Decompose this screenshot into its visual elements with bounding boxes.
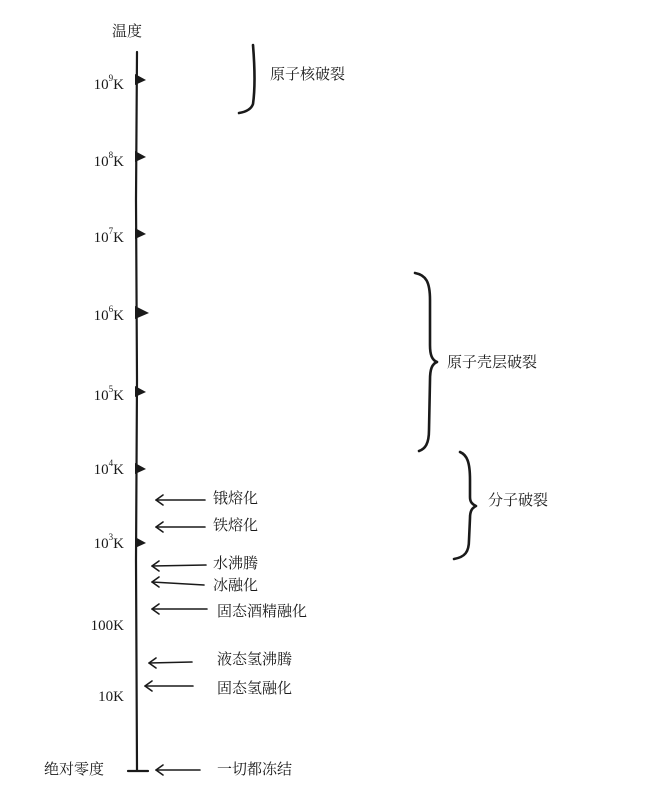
event-label-alcohol: 固态酒精融化 [217, 602, 308, 620]
arrow-osmium [156, 495, 205, 505]
tick-marker [135, 463, 146, 474]
arrow-water [152, 561, 206, 571]
event-label-liquid-hydrogen: 液态氢沸腾 [217, 650, 293, 668]
range-label-molecular: 分子破裂 [488, 491, 549, 509]
tick-marker [135, 151, 146, 162]
scale-label-1e3: $10^3K$ [93, 532, 124, 552]
bracket-atomic-shell [415, 273, 437, 451]
scale-label-1e4: $10^4K$ [93, 458, 124, 478]
arrow-ice [152, 577, 204, 587]
event-label-water: 水沸腾 [213, 554, 259, 572]
tick-marker [135, 537, 146, 548]
scale-label-1e9: $10^9K$ [93, 73, 124, 93]
event-label-absolute-zero: 一切都冻结 [217, 760, 293, 778]
scale-label-1e6: $10^6K$ [93, 304, 124, 324]
arrow-alcohol [152, 604, 207, 614]
range-label-nuclear: 原子核破裂 [270, 65, 346, 83]
scale-label-1e8: $10^8K$ [93, 150, 124, 170]
event-label-osmium: 锇熔化 [213, 489, 259, 507]
bracket-nuclear [239, 45, 255, 113]
scale-label-10: 10K [98, 689, 124, 705]
bracket-molecular [454, 452, 476, 559]
tick-marker [135, 74, 146, 85]
diagram-title: 温度 [112, 22, 143, 40]
arrow-liquid-hydrogen [149, 658, 192, 668]
scale-label-absolute-zero: 绝对零度 [44, 760, 105, 778]
event-label-iron: 铁熔化 [213, 516, 259, 534]
scale-label-1e5: $10^5K$ [93, 384, 124, 404]
event-label-solid-hydrogen: 固态氢融化 [217, 679, 293, 697]
tick-marker [135, 228, 146, 239]
tick-marker [135, 386, 146, 397]
arrow-solid-hydrogen [145, 681, 193, 691]
arrow-absolute-zero [156, 765, 200, 775]
range-brackets [239, 45, 476, 559]
event-label-ice: 冰融化 [213, 576, 259, 594]
tick-marker [135, 306, 149, 319]
event-arrows [145, 495, 207, 775]
scale-label-1e7: $10^7K$ [93, 226, 124, 246]
scale-label-100: 100K [90, 618, 124, 634]
arrow-iron [156, 522, 205, 532]
range-label-atomic-shell: 原子壳层破裂 [447, 353, 538, 371]
